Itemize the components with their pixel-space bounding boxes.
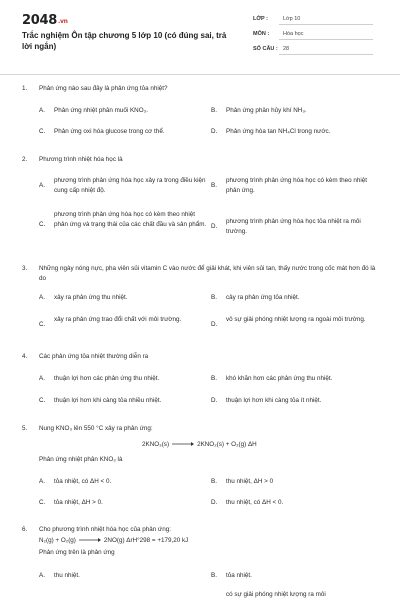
document-title: Trắc nghiệm Ôn tập chương 5 lớp 10 (có đúng sai, trả lời ngắn) bbox=[22, 31, 227, 51]
reaction-arrow-icon bbox=[79, 537, 101, 543]
equation-5: 2KNO₃(s) 2KNO₂(s) + O₂(g) ΔH bbox=[142, 441, 257, 448]
question-6-stem: Phản ứng trên là phản ứng bbox=[39, 549, 115, 556]
equation-6: N₂(g) + O₂(g) 2NO(g) ΔrH°298 = +179,20 kJ bbox=[39, 537, 189, 544]
header-divider bbox=[0, 74, 400, 75]
meta-question-count: SỐ CÂU : 28 bbox=[253, 44, 373, 55]
meta-subject: MÔN : Hóa học bbox=[253, 29, 373, 40]
question-5-stem: Phản ứng nhiệt phân KNO₃ là bbox=[39, 456, 123, 463]
site-logo[interactable]: 2048.vn bbox=[22, 13, 68, 28]
meta-class: LỚP : Lớp 10 bbox=[253, 14, 373, 25]
reaction-arrow-icon bbox=[172, 441, 194, 447]
document-header bbox=[0, 0, 400, 66]
